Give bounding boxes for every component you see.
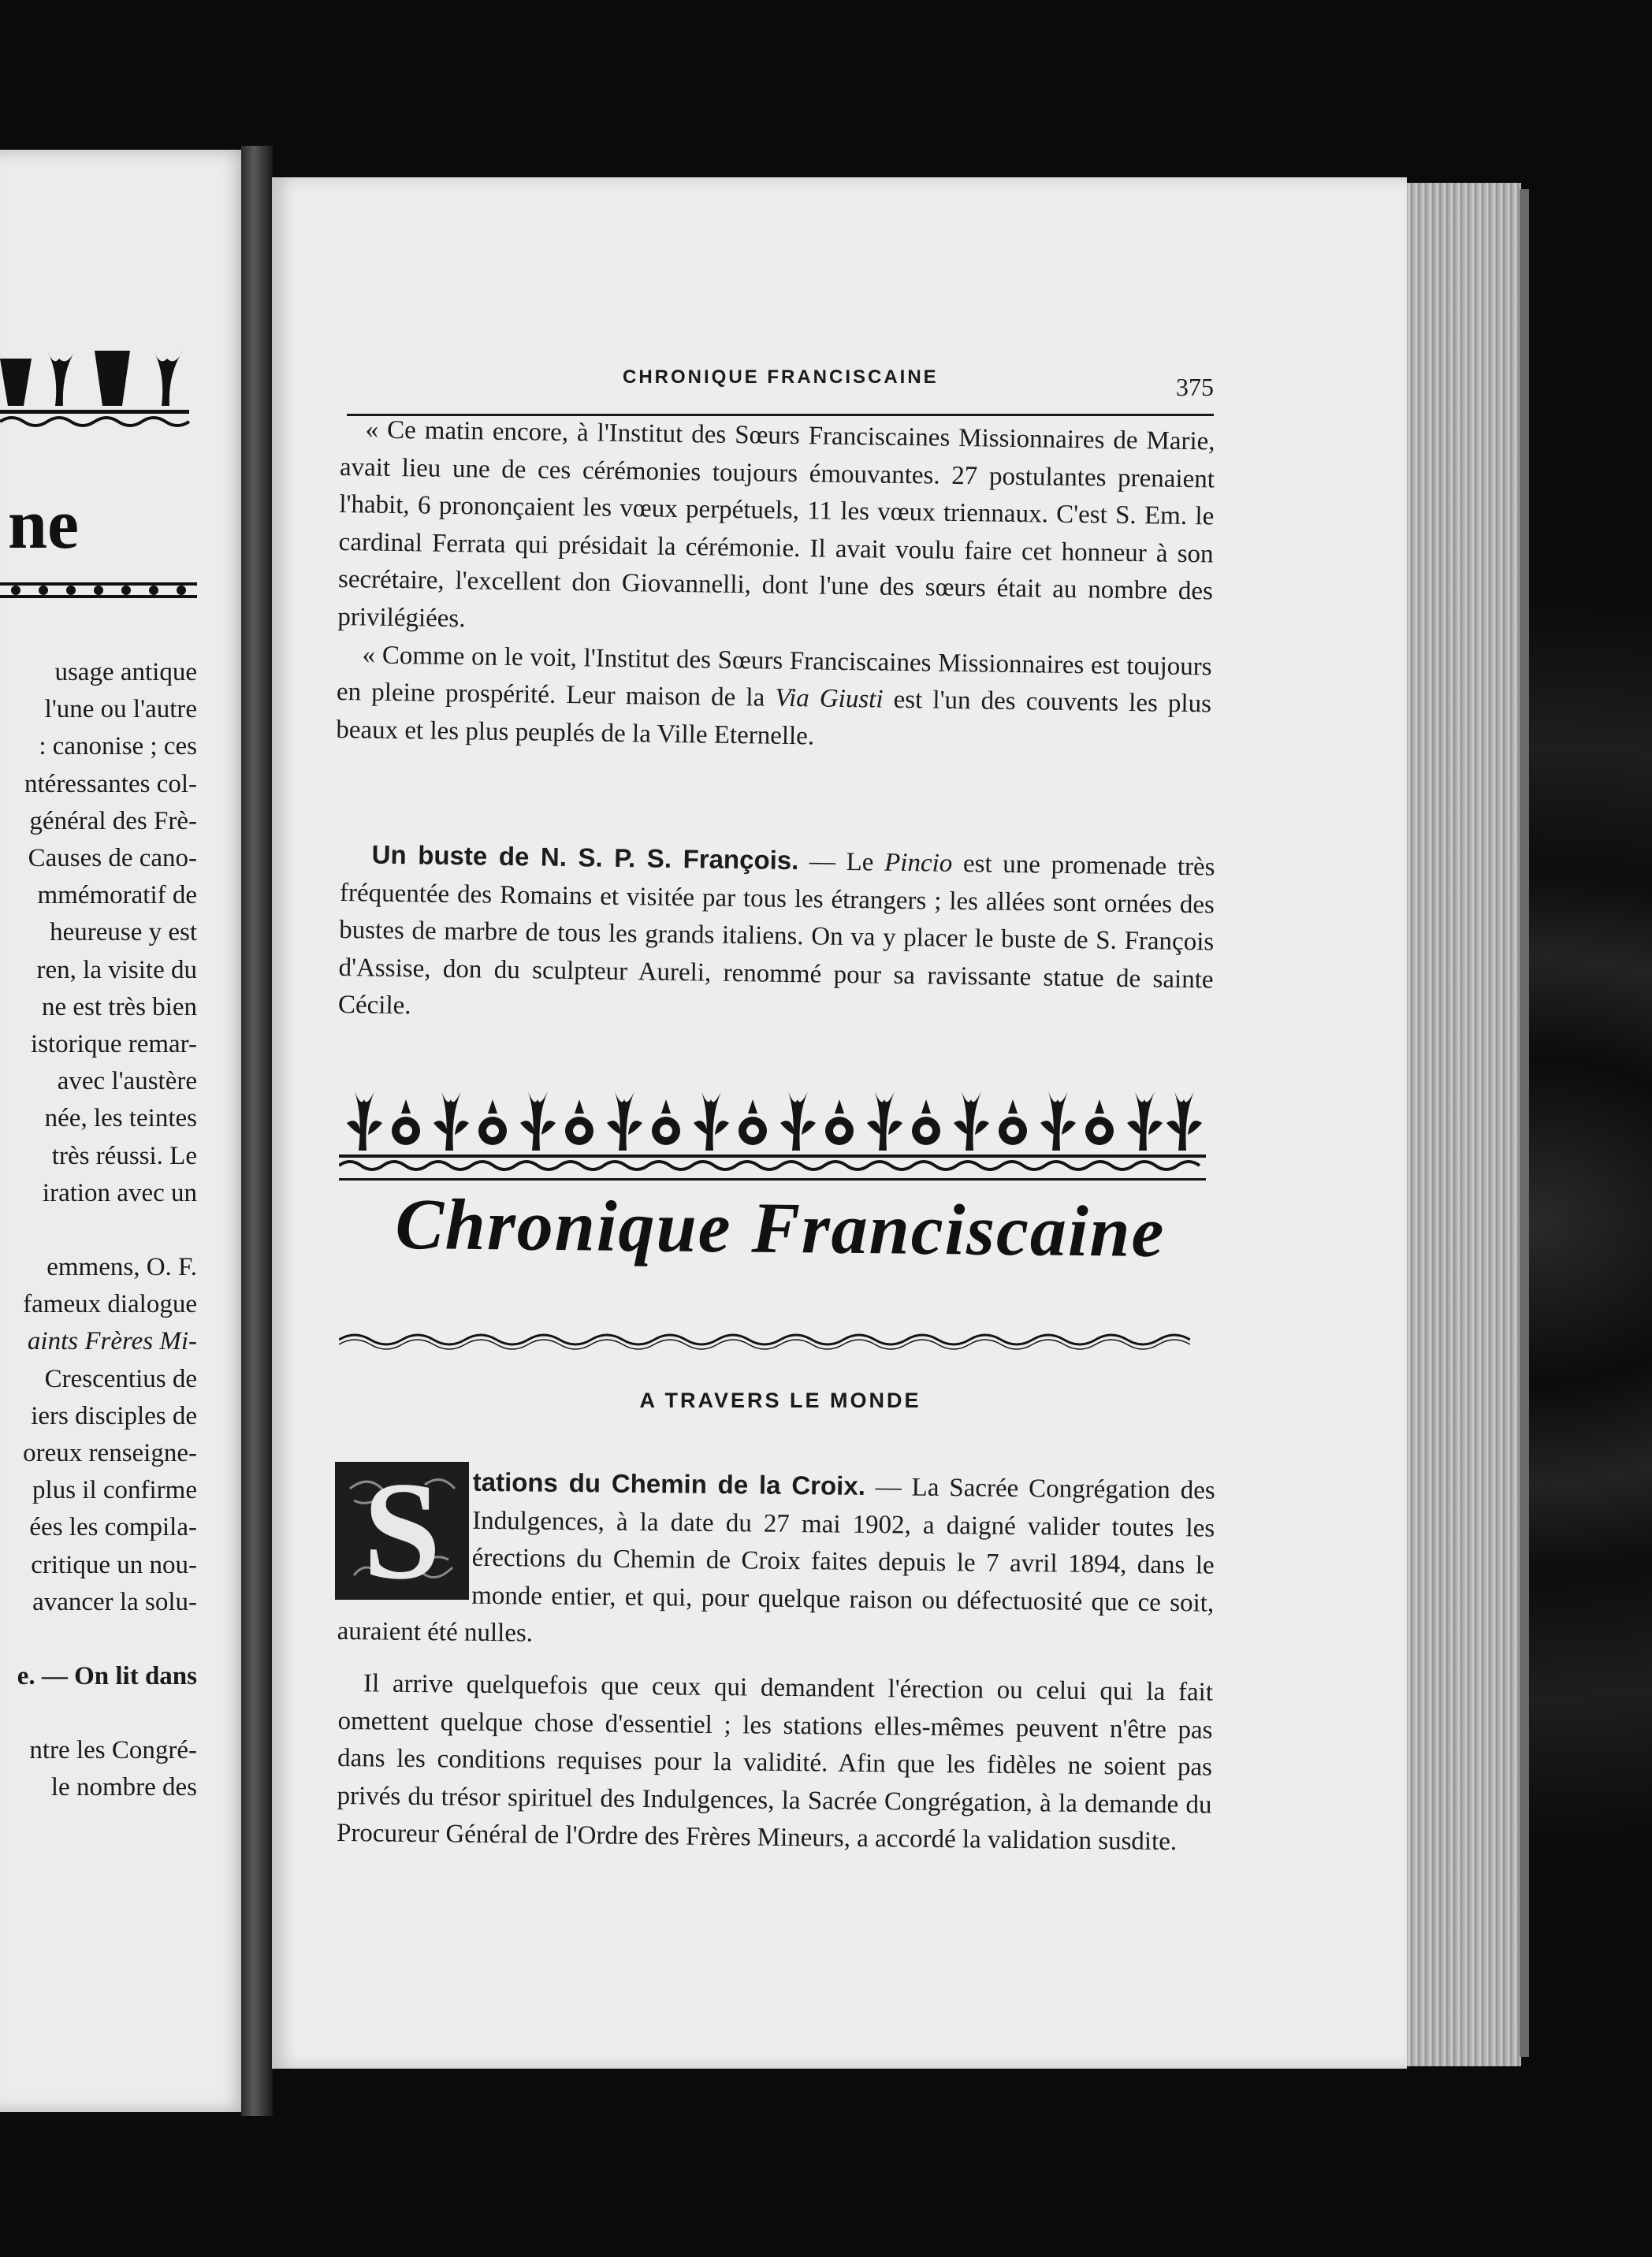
bust-italic: Pincio bbox=[884, 848, 953, 878]
bust-run-in-heading: Un buste de N. S. P. S. François. bbox=[371, 839, 799, 876]
running-header bbox=[347, 359, 1214, 416]
left-line: l'une ou l'autre bbox=[44, 695, 197, 724]
left-line: général des Frè- bbox=[29, 806, 197, 835]
left-line: très réussi. Le bbox=[51, 1141, 197, 1170]
quote-block bbox=[336, 411, 1215, 761]
left-line: mmémoratif de bbox=[37, 881, 197, 910]
wave-rule bbox=[339, 1324, 1190, 1355]
left-line: istorique remar- bbox=[30, 1030, 197, 1059]
quote-paragraph-2 bbox=[336, 637, 1212, 761]
left-page bbox=[0, 150, 252, 2112]
bust-text-a: — Le bbox=[798, 847, 885, 877]
bust-text bbox=[338, 835, 1215, 1036]
left-line: oreux renseigne- bbox=[23, 1439, 197, 1468]
left-line: critique un nou- bbox=[31, 1550, 197, 1579]
left-page-text bbox=[0, 654, 197, 1807]
left-line: usage antique bbox=[54, 658, 197, 686]
left-line: plus il confirme bbox=[32, 1476, 197, 1505]
left-line: e. — On lit dans bbox=[17, 1662, 197, 1691]
section-title: Chronique Franciscaine bbox=[394, 1183, 1166, 1273]
stations-body: — La Sacrée Congrégation des Indulgences, à la date du 27 mai 1902, a daigné valider toutes les érections du Chemin de Croix faites depuis le 7 avril 1894, dans le monde entier, et qui, pour quelque raison ou défectuosité que ce soit, auraient été nulles. bbox=[337, 1472, 1215, 1648]
left-line: iration avec un bbox=[42, 1178, 197, 1207]
left-line: ntéressantes col- bbox=[24, 769, 197, 798]
stations-run-in-heading: tations du Chemin de la Croix. bbox=[472, 1467, 866, 1500]
left-line: aints Frères Mi- bbox=[27, 1327, 197, 1356]
left-line: iers disciples de bbox=[31, 1401, 197, 1430]
left-line: ren, la visite du bbox=[36, 955, 197, 984]
quote-text-b: est l'un des couvents les plus beaux et les plus peuplés de la Ville Eternelle. bbox=[336, 685, 1212, 751]
left-line: avancer la solu- bbox=[32, 1587, 197, 1616]
drop-cap-letter: S bbox=[363, 1452, 441, 1608]
left-line: heureuse y est bbox=[50, 918, 197, 947]
left-line: avec l'austère bbox=[57, 1067, 197, 1096]
quote-text-a: « Comme on le voit, l'Institut des Sœurs Franciscaines Missionnaires est toujours en pleine prospérité. Leur maison de la bbox=[336, 640, 1212, 712]
stations-section bbox=[337, 1462, 1215, 1862]
left-line: : canonise ; ces bbox=[39, 732, 197, 761]
left-line: ntre les Congré- bbox=[29, 1736, 197, 1765]
bust-paragraph bbox=[338, 835, 1215, 1036]
left-line: le nombre des bbox=[50, 1773, 197, 1802]
quote-paragraph-1: « Ce matin encore, à l'Institut des Sœurs Franciscaines Missionnaires de Marie, avait lieu une de ces cérémonies toujours émouvantes. 27 postulantes prenaient l'habit, 6 prononçaient les vœux perpétuels, 11 les vœux triennaux. C'est S. Em. le cardinal Ferrata qui présidait la cérémonie. Il avait voulu faire cet honneur à son secrétaire, l'excellent don Giovannelli, dont l'une des sœurs était au nombre des privilégiées. bbox=[337, 415, 1215, 634]
left-line: ne est très bien bbox=[41, 992, 197, 1021]
floral-ornament-band bbox=[339, 1084, 1206, 1194]
left-gap bbox=[0, 1621, 197, 1658]
left-gap bbox=[0, 1695, 197, 1732]
left-line: emmens, O. F. bbox=[47, 1253, 197, 1282]
left-line: ées les compila- bbox=[29, 1513, 197, 1542]
left-ornament-rule bbox=[0, 579, 197, 601]
stations-paragraph-2: Il arrive quelquefois que ceux qui demandent l'érection ou celui qui la fait omettent quelque chose d'essentiel ; les stations elles-mêmes peuvent n'être pas dans les conditions requises pour la validité. Afin que les fidèles ne soient pas privés du trésor spirituel des Indulgences, la Sacrée Congrégation, à la demande du Procureur Général de l'Ordre des Frères Mineurs, a accordé la validation susdite. bbox=[336, 1669, 1214, 1857]
bust-text-b: est une promenade très fréquentée des Romains et visitée par tous les étrangers ; les allées sont ornées des bustes de marbre de tous les grands italiens. On va y placer le buste de S. François d'Assise, don du sculpteur Aureli, renommé pour sa ravissante statue de sainte Cécile. bbox=[337, 849, 1215, 1021]
svg-text:ne: ne bbox=[8, 485, 79, 563]
stations-paragraph-1 bbox=[337, 1462, 1215, 1660]
quote-italic: Via Giusti bbox=[775, 683, 884, 714]
page-number: 375 bbox=[1176, 373, 1214, 401]
running-head: CHRONIQUE FRANCISCAINE bbox=[623, 366, 939, 388]
section-subhead: A TRAVERS LE MONDE bbox=[639, 1389, 921, 1412]
left-line: Crescentius de bbox=[44, 1364, 197, 1393]
left-gap bbox=[0, 1212, 197, 1249]
page-edges bbox=[1407, 183, 1521, 2066]
left-floral-ornament bbox=[0, 319, 197, 563]
book-cover-edge bbox=[1520, 189, 1529, 2057]
book-gutter bbox=[241, 146, 273, 2116]
left-line: née, les teintes bbox=[44, 1104, 197, 1133]
left-line: fameux dialogue bbox=[23, 1290, 197, 1319]
left-line: Causes de cano- bbox=[28, 844, 197, 873]
